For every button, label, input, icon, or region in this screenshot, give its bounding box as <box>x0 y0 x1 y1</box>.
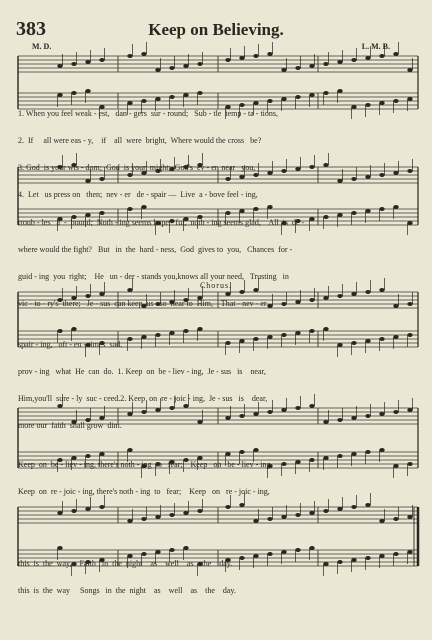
lyric-line: Him,you'll sure - ly suc - ceed.2. Keep on re - joic - ing, Je - sus is dear, <box>18 394 268 403</box>
lyric-line: this is the way, Faith in the night as well as the day. <box>18 559 233 568</box>
note-head <box>169 66 174 70</box>
hymn-number: 383 <box>16 18 46 40</box>
music-credit: L. M. B. <box>361 42 390 51</box>
lyric-line: this is the way Songs in the night as well as the day. <box>18 586 236 595</box>
lyric-line: Keep on re - joic - ing, there's noth - ing to fear; Keep on re - joic - ing, <box>18 487 270 496</box>
note-head <box>225 58 230 62</box>
note-head <box>127 519 132 523</box>
note-head <box>99 58 104 62</box>
note-head <box>253 54 258 58</box>
note-head <box>141 52 146 56</box>
note-head <box>155 515 160 519</box>
note-head <box>183 64 188 68</box>
note-head <box>337 60 342 64</box>
note-head <box>57 64 62 68</box>
note-head <box>351 58 356 62</box>
note-head <box>379 519 384 523</box>
note-head <box>155 68 160 72</box>
note-head <box>267 52 272 56</box>
lyric-line: guid - ing you right; He un - der - stands you,knows all your need, Trusting in <box>18 272 289 281</box>
lyric-line: Keep on be - liev - ing, there's noth - ing to fear; Keep on be - liev - ing, <box>18 460 273 469</box>
lyric-line: more our faith shall grow dim. <box>18 421 122 430</box>
lyric-line: 3. God is your wis - dom; God is your might; God's ev - er near you, <box>18 163 256 172</box>
note-head <box>407 68 412 72</box>
words-credit: M. D. <box>32 42 52 51</box>
lyrics-system-5 <box>18 541 418 613</box>
chorus-label: Chorus. <box>199 281 233 290</box>
note-head <box>253 519 258 523</box>
note-head <box>281 515 286 519</box>
lyric-line: where would the fight? But in the hard - ness, God gives to you, Chances for - <box>18 245 293 254</box>
lyric-line: 1. When you feel weak - est, dan - gers sur - round; Sub - tle temp - ta - tions, <box>18 109 279 118</box>
note-head <box>141 517 146 521</box>
lyric-line: spair - ing, oft - en - times sad. <box>18 340 123 349</box>
lyric-line: troub - les a - bound; Noth - ing seems hope - ful, noth - ing seems glad, All is de - <box>18 218 305 227</box>
lyrics-system-1 <box>18 91 418 217</box>
note-head <box>309 64 314 68</box>
note-head <box>85 60 90 64</box>
hymn-title: Keep on Believing. <box>148 20 284 39</box>
lyrics-system-4 <box>18 442 418 514</box>
note-head <box>281 68 286 72</box>
note-head <box>365 56 370 60</box>
note-head <box>127 54 132 58</box>
note-head <box>295 66 300 70</box>
note-head <box>393 52 398 56</box>
note-head <box>379 54 384 58</box>
note-head <box>323 62 328 66</box>
lyrics-system-3 <box>18 322 418 448</box>
lyric-line: 4. Let us press on then; nev - er de - spair — Live a - bove feel - ing, <box>18 190 258 199</box>
note-head <box>407 515 412 519</box>
lyric-line: vic - to - ry's there; Je - sus can keep us so near to Him, That - nev - er <box>18 299 267 308</box>
note-head <box>393 517 398 521</box>
lyric-line: prov - ing what He can do. 1. Keep on be - liev - ing, Je - sus is near, <box>18 367 266 376</box>
note-head <box>71 62 76 66</box>
lyric-line: 2. If all were eas - y, if all were bright, Where would the cross be? <box>18 136 262 145</box>
lyrics-system-2 <box>18 200 418 326</box>
note-head <box>239 56 244 60</box>
note-head <box>267 517 272 521</box>
note-head <box>197 62 202 66</box>
